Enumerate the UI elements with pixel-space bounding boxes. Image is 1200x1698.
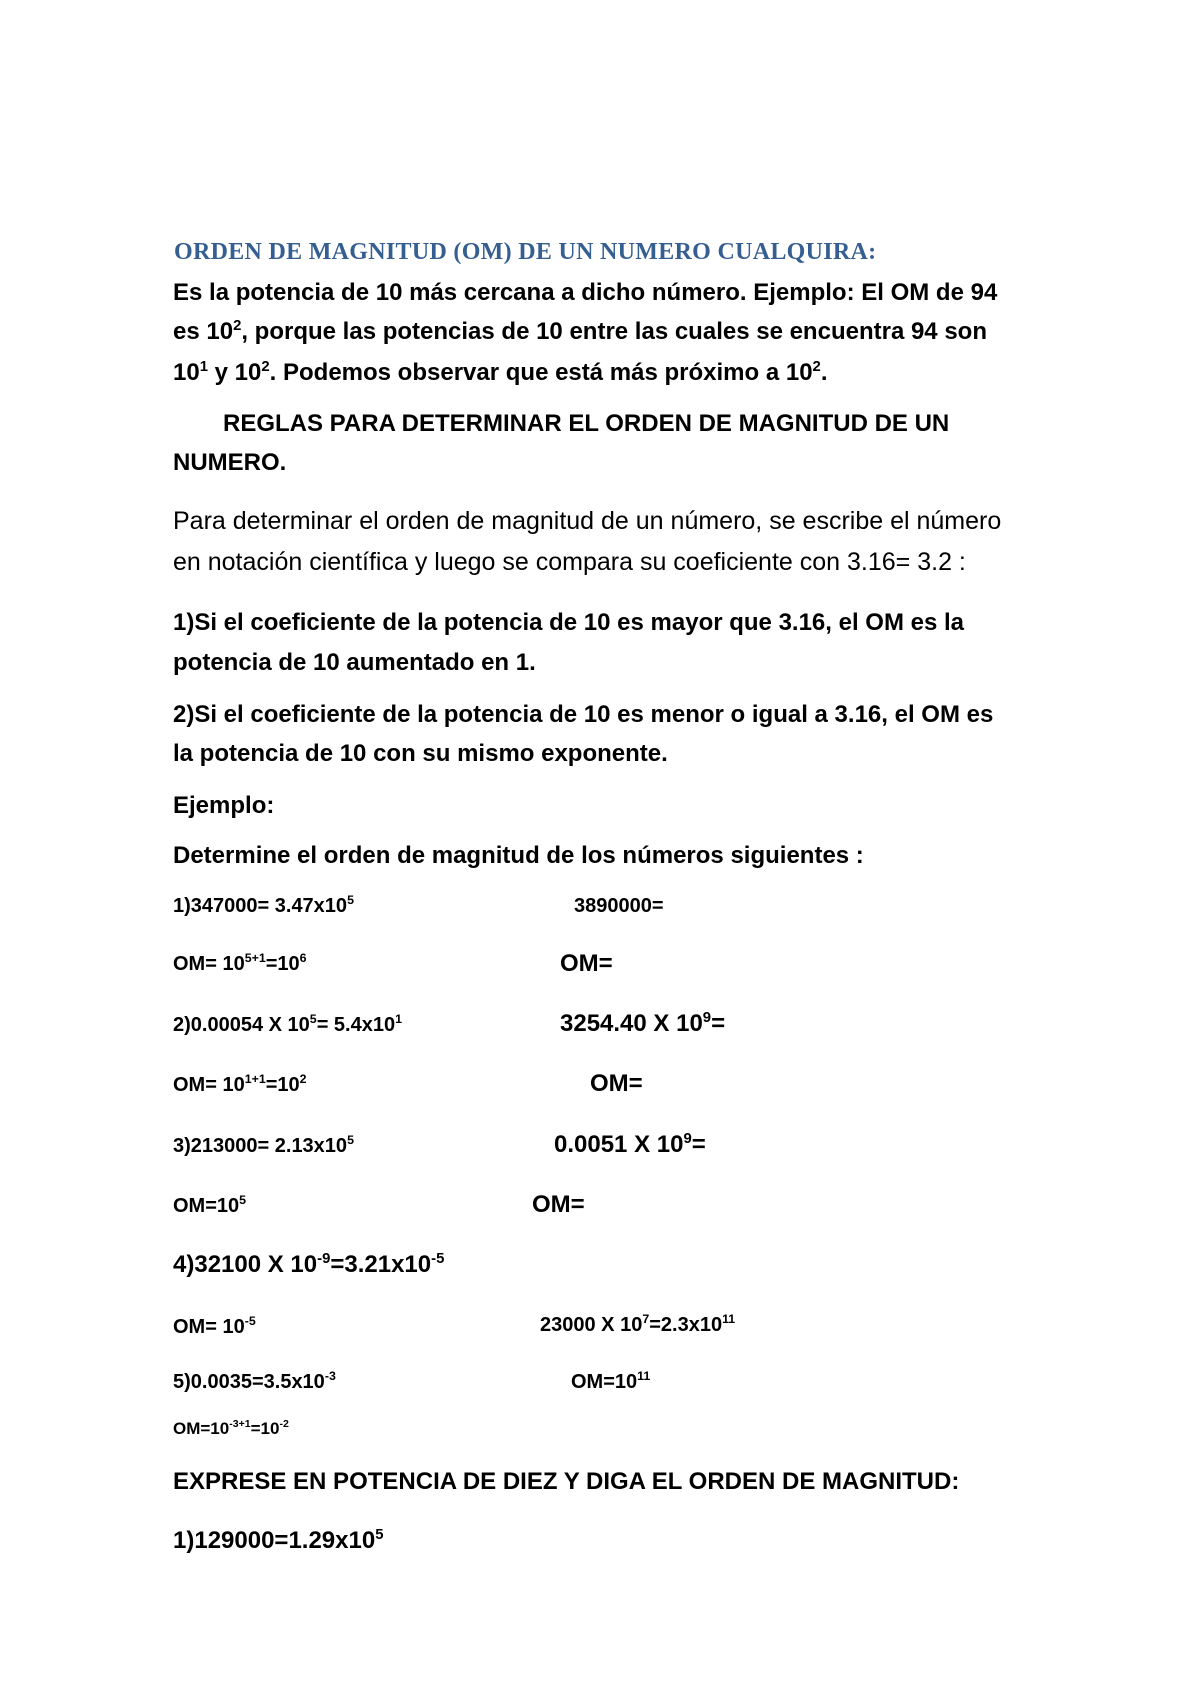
example-label-text: Ejemplo: [173,792,275,819]
expression-text: =10 [265,1074,300,1096]
example-4-right [540,1312,736,1336]
rules-heading-text: REGLAS PARA DETERMINAR EL ORDEN DE MAGNITUD DE UN [223,410,950,437]
intro-text: es 10 [173,318,234,345]
expression-text: OM= 10 [173,953,245,975]
example-1-left [173,893,354,917]
expression-text: = [691,1131,706,1158]
om-3-right [532,1193,585,1217]
example-2-right [560,1012,725,1036]
expression-text: 1)129000=1.29x10 [173,1527,376,1554]
exponent: 7 [642,1312,650,1327]
expression-text: =2.3x10 [649,1314,723,1336]
determine-instruction [173,844,864,868]
exponent: -2 [279,1418,289,1431]
exponent: 6 [299,951,307,966]
rule-text: 1)Si el coeficiente de la potencia de 10 es mayor que 3.16, el OM es la [173,609,965,636]
title-text: ORDEN DE MAGNITUD (OM) DE UN NUMERO CUALQUIRA: [174,239,877,265]
exponent: 5 [347,1133,354,1148]
rule-2-line-2 [173,742,668,766]
om-4-left [173,1314,256,1338]
rules-heading-line-1 [223,412,949,436]
example-label [173,794,274,818]
intro-line-2 [173,320,987,344]
example-2-left [173,1012,403,1036]
exponent: -3 [324,1369,336,1384]
rule-text: 2)Si el coeficiente de la potencia de 10 es menor o igual a 3.16, el OM es [173,701,994,728]
exponent: 2 [812,359,821,375]
exponent: 5+1 [244,951,266,966]
intro-text: . [820,359,828,386]
exponent: 1+1 [244,1072,266,1087]
intro-line-3 [173,361,828,385]
rules-heading-line-2 [173,451,286,475]
expression-text: 2)0.00054 X 10 [173,1014,310,1036]
intro-text: 10 [173,359,200,386]
expression-text: OM= 10 [173,1316,245,1338]
expression-text: OM=10 [173,1419,230,1438]
method-line-2 [173,550,966,575]
intro-line-1 [173,281,997,305]
expression-text: 3890000= [574,895,664,917]
expression-text: OM= [532,1191,585,1218]
exponent: 5 [347,893,354,908]
exponent: 5 [239,1193,247,1208]
instruction-text: Determine el orden de magnitud de los números siguientes : [173,842,864,869]
expression-text: 23000 X 10 [540,1314,643,1336]
expression-text: OM=10 [571,1371,638,1393]
rule-text: potencia de 10 aumentado en 1. [173,649,536,676]
exponent: -5 [431,1251,445,1267]
rules-heading-text: NUMERO. [173,449,287,476]
expression-text: = [711,1010,726,1037]
expression-text: OM= 10 [173,1074,245,1096]
exponent: -5 [244,1314,256,1329]
exponent: -3+1 [229,1418,251,1431]
om-1-left [173,951,307,975]
rule-1-line-1 [173,611,964,635]
exponent: 9 [683,1131,692,1147]
exponent: 9 [702,1010,712,1026]
method-line-1 [173,509,1001,534]
om-1-right [560,952,613,976]
example-4-left [173,1253,444,1277]
expression-text: 0.0051 X 10 [554,1131,684,1158]
example-3-right [554,1133,706,1157]
example-3-left [173,1133,354,1157]
intro-text: , porque las potencias de 10 entre las cuales se encuentra 94 son [241,318,987,345]
exponent: 2 [261,359,270,375]
expression-text: =3.21x10 [330,1251,432,1278]
expression-text: 3254.40 X 10 [560,1010,703,1037]
exponent: 2 [299,1072,307,1087]
exponent: 2 [233,318,242,334]
example-5-left [173,1369,336,1393]
om-2-right [590,1072,643,1096]
page-title [174,240,876,264]
intro-text: y 10 [207,359,262,386]
expression-text: 4)32100 X 10 [173,1251,318,1278]
exponent: 5 [375,1527,384,1543]
exponent: 11 [722,1312,736,1327]
expression-text: 3)213000= 2.13x10 [173,1135,348,1157]
expression-text: 1)347000= 3.47x10 [173,895,348,917]
expression-text: =10 [265,953,300,975]
expression-text: OM= [560,950,613,977]
express-heading [173,1470,959,1494]
example-1-right [574,896,664,916]
om-5-right [571,1369,651,1393]
rule-text: la potencia de 10 con su mismo exponente. [173,740,668,767]
intro-text: Es la potencia de 10 más cercana a dicho número. Ejemplo: El OM de 94 [173,279,998,306]
om-5-left [173,1420,289,1437]
exercise-1 [173,1529,383,1553]
expression-text: 5)0.0035=3.5x10 [173,1371,325,1393]
rule-2-line-1 [173,703,993,727]
expression-text: OM=10 [173,1195,240,1217]
expression-text: = 5.4x10 [316,1014,396,1036]
om-3-left [173,1193,247,1217]
expression-text: OM= [590,1070,643,1097]
exponent: 5 [309,1012,317,1027]
exponent: 1 [199,359,208,375]
om-2-left [173,1072,307,1096]
exponent: -9 [317,1251,331,1267]
exponent: 1 [395,1012,403,1027]
rule-1-line-2 [173,651,536,675]
method-text: Para determinar el orden de magnitud de un número, se escribe el número [173,507,1002,535]
expression-text: =10 [250,1419,280,1438]
exponent: 11 [637,1369,651,1384]
heading-text: EXPRESE EN POTENCIA DE DIEZ Y DIGA EL ORDEN DE MAGNITUD: [173,1468,960,1495]
intro-text: . Podemos observar que está más próximo a 10 [269,359,813,386]
method-text: en notación científica y luego se compara su coeficiente con 3.16= 3.2 : [173,548,966,576]
